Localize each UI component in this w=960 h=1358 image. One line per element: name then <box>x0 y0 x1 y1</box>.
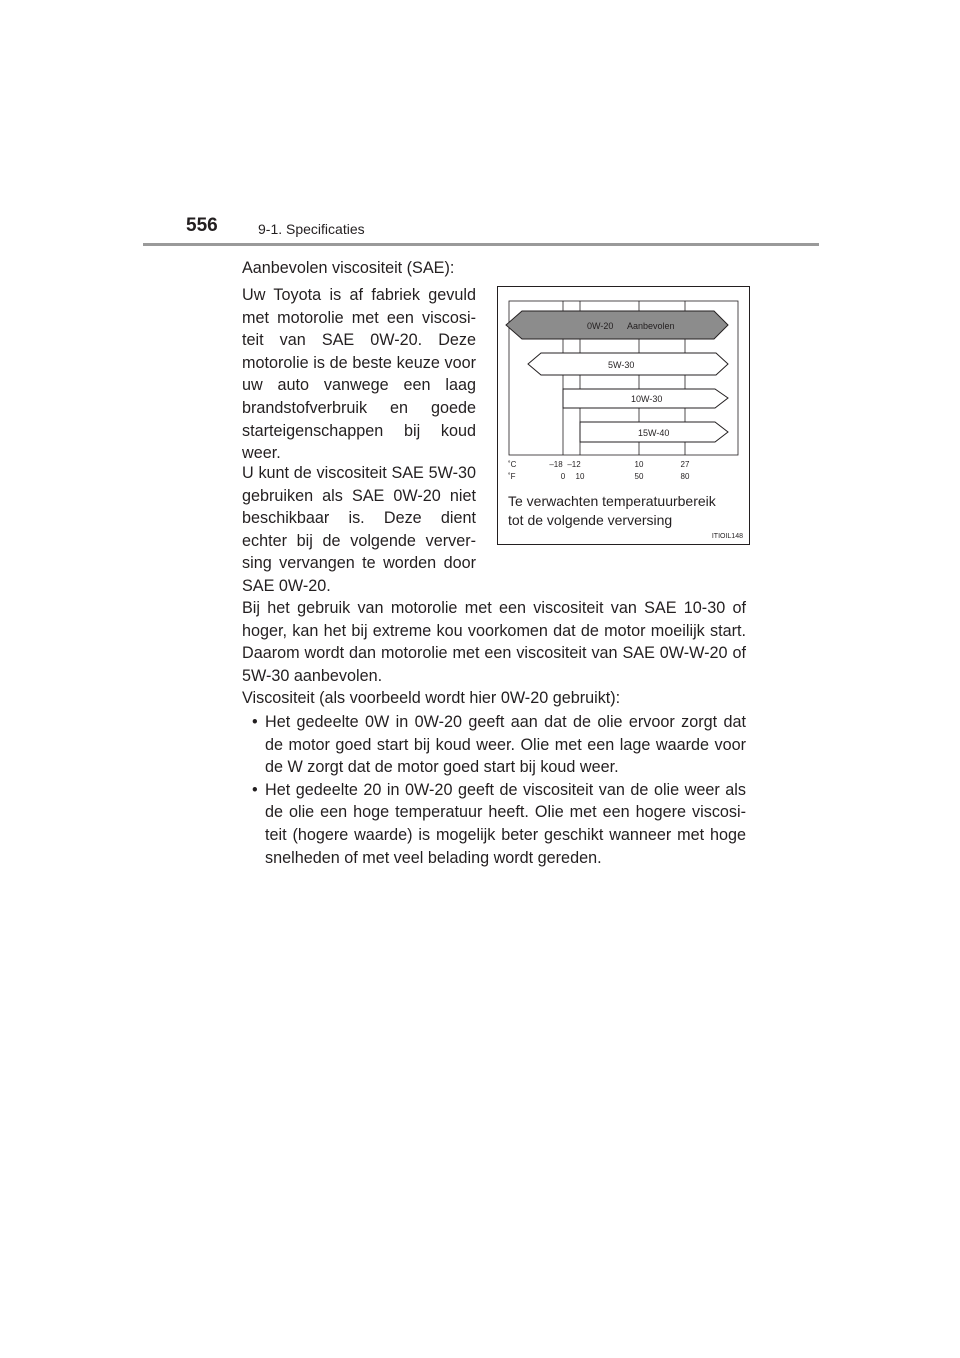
fahrenheit-unit: ˚F <box>508 472 516 481</box>
grade-bar-0w20 <box>506 311 728 339</box>
celsius-unit: ˚C <box>508 460 517 469</box>
header-divider <box>143 243 819 246</box>
viscosity-temperature-figure <box>497 286 750 545</box>
viscosity-heading: Aanbevolen viscositeit (SAE): <box>242 259 455 277</box>
grade-label-10w30: 10W-30 <box>631 394 663 404</box>
figure-id: ITIOIL148 <box>711 533 743 540</box>
celsius-tick: 27 <box>680 460 690 469</box>
bullet-text: Het gedeelte 20 in 0W-20 geeft de viscositeit van de olie weer als de olie een hoge temperatuur heeft. Olie met een hogere viscosi-teit (hogere waarde) is mogelijk beter geschikt wanneer met hoge snelheden of met veel belading wordt gereden. <box>265 780 746 867</box>
bullet-item <box>252 779 746 869</box>
fahrenheit-tick: 0 <box>560 472 566 481</box>
bullet-text: Het gedeelte 0W in 0W-20 geeft aan dat de olie ervoor zorgt dat de motor goed start bij koud weer. Olie met een lage waarde voor de W zorgt dat de motor goed start bij koud weer. <box>265 713 746 777</box>
cold-start-paragraph: Bij het gebruik van motorolie met een viscositeit van SAE 10-30 of hoger, kan het bij extreme kou voorkomen dat de motor moeilijk start. Daarom wordt dan motorolie met een viscositeit van SAE 0W-W-20 of 5W-30 aanbevolen. <box>242 599 746 685</box>
celsius-tick: 10 <box>634 460 644 469</box>
caption-line: Te verwachten temperatuurbereik <box>508 493 716 509</box>
caption-line: tot de volgende verversing <box>508 512 673 528</box>
fahrenheit-tick: 80 <box>680 472 690 481</box>
page-number: 556 <box>186 215 218 236</box>
viscosity-bullet-list <box>252 711 746 869</box>
grade-label-5w30: 5W-30 <box>608 360 635 370</box>
fahrenheit-tick: 50 <box>634 472 644 481</box>
bullet-mark: • <box>252 713 258 731</box>
viscosity-example-intro: Viscositeit (als voorbeeld wordt hier 0W-20 gebruikt): <box>242 689 621 707</box>
factory-oil-paragraph: Uw Toyota is af fabriek gevuld met motorolie met een viscosi-teit van SAE 0W-20. Deze motorolie is de beste keuze voor uw auto vanwege een laag brandstofverbruik en goede starteigenschappen bij koud weer. <box>242 286 476 463</box>
bullet-item <box>252 711 746 779</box>
grade-label-0w20: 0W-20 <box>587 321 614 331</box>
bullet-mark: • <box>252 780 258 799</box>
section-title: 9-1. Specificaties <box>258 221 365 237</box>
alternative-oil-paragraph: U kunt de viscositeit SAE 5W-30 gebruiken als SAE 0W-20 niet beschikbaar is. Deze dient echter bij de volgende verver-sing vervangen te worden door SAE 0W-20. <box>242 464 476 595</box>
fahrenheit-tick: 10 <box>575 472 585 481</box>
celsius-tick: –12 <box>567 460 581 469</box>
grade-label-15w40: 15W-40 <box>638 428 670 438</box>
celsius-tick: –18 <box>549 460 563 469</box>
recommended-label: Aanbevolen <box>627 321 675 331</box>
figure-caption <box>508 492 716 530</box>
